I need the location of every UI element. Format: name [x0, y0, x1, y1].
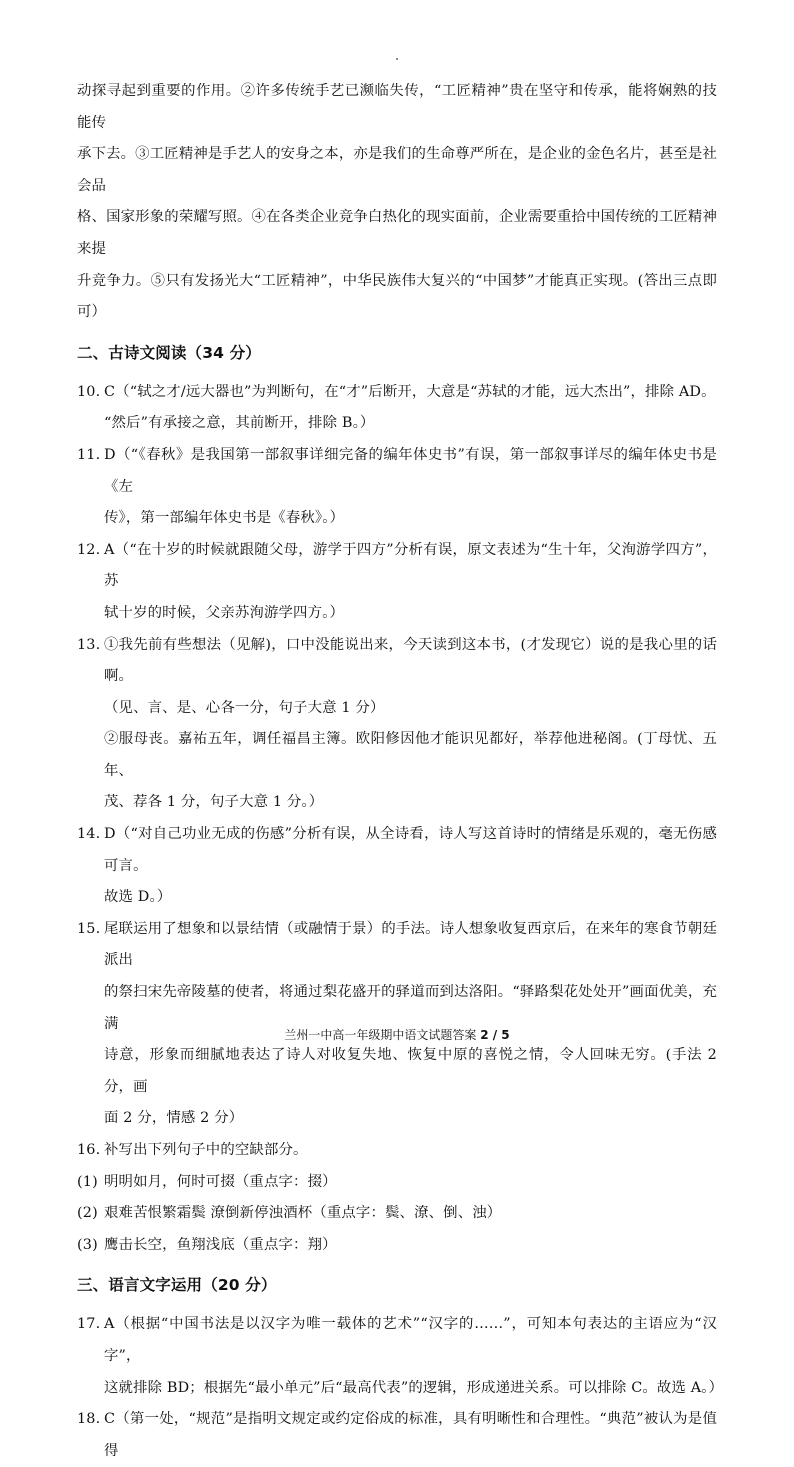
answer-line: ②服母丧。嘉祐五年，调任福昌主簿。欧阳修因他才能识见都好，举荐他进秘阁。(丁母忧、五年、: [104, 731, 717, 779]
question-number: 14.: [77, 826, 101, 843]
answer-line: D（“《春秋》是我国第一部叙事详细完备的编年体史书”有误，第一部叙事详尽的编年体史书是《左: [104, 446, 717, 495]
sub-question-number: (3): [77, 1236, 98, 1253]
page-footer: [0, 1027, 794, 1043]
answer-item-16-2: [77, 1198, 717, 1230]
section-heading-ancient-poetry: 二、古诗文阅读（34 分）: [77, 343, 261, 362]
answer-line: 茂、荐各 1 分，句子大意 1 分。）: [104, 794, 324, 811]
page-number: 2 / 5: [480, 1028, 510, 1042]
answer-line: 的祭扫宋先帝陵墓的使者，将通过梨花盛开的驿道而到达洛阳。“驿路梨花处处开”画面优美，充满: [104, 984, 717, 1032]
answer-line: C（第一处，“规范”是指明文规定或约定俗成的标准，具有明晰性和合理性。“典范”被认为是值得: [104, 1411, 717, 1459]
question-number: 12.: [77, 541, 101, 558]
question-number: 10.: [77, 383, 101, 400]
answer-item-13: [77, 630, 717, 820]
answer-item-15: [77, 914, 717, 1135]
answer-line: ①我先前有些想法（见解)，口中没能说出来，今天读到这本书，(才发现它）说的是我心里的话啊。: [104, 636, 717, 685]
answer-line: （见、言、是、心各一分，句子大意 1 分）: [104, 699, 385, 716]
intro-line: 动探寻起到重要的作用。②许多传统手艺已濒临失传，“工匠精神”贵在坚守和传承，能将娴熟的技能传: [77, 83, 717, 131]
answer-item-10: [77, 377, 717, 440]
answer-item-12: [77, 535, 717, 630]
intro-line: 升竞争力。⑤只有发扬光大“工匠精神”，中华民族伟大复兴的“中国梦”才能真正实现。(答出三点即可）: [77, 272, 717, 321]
answer-item-16-3: [77, 1230, 717, 1262]
question-number: 18.: [77, 1411, 101, 1428]
scan-mark: [396, 58, 398, 60]
answer-line: 尾联运用了想象和以景结情（或融情于景）的手法。诗人想象收复西京后，在来年的寒食节朝廷派出: [104, 920, 717, 969]
answer-line: 面 2 分，情感 2 分）: [104, 1110, 244, 1127]
question-number: 17.: [77, 1316, 101, 1333]
question-number: 13.: [77, 636, 101, 653]
answer-line: 诗意，形象而细腻地表达了诗人对收复失地、恢复中原的喜悦之情，令人回味无穷。(手法 2 分，画: [104, 1047, 717, 1095]
answer-line: 鹰击长空，鱼翔浅底（重点字：翔）: [104, 1236, 337, 1253]
question-number: 11.: [77, 446, 101, 463]
answer-line: 故选 D。）: [104, 889, 172, 906]
question-number: 15.: [77, 920, 101, 937]
answer-line: 这就排除 BD；根据先“最小单元”后“最高代表”的逻辑，形成递进关系。可以排除 C。故选 A。）: [104, 1379, 724, 1396]
answer-line: 传》，第一部编年体史书是《春秋》。）: [104, 510, 345, 527]
answer-item-18: [77, 1404, 717, 1467]
answer-item-11: [77, 440, 717, 535]
answer-line: 补写出下列句子中的空缺部分。: [104, 1142, 308, 1158]
intro-paragraph: [77, 76, 717, 329]
answer-line: 艰难苦恨繁霜鬓 潦倒新停浊酒杯（重点字：鬓、潦、倒、浊）: [104, 1205, 502, 1222]
answer-line: D（“对自己功业无成的伤感”分析有误，从全诗看，诗人写这首诗时的情绪是乐观的，毫无伤感可言。: [104, 826, 717, 874]
sub-question-number: (2): [77, 1205, 98, 1222]
answer-content: [77, 76, 724, 1467]
answer-line: A（“在十岁的时候就跟随父母，游学于四方”分析有误，原文表述为“生十年，父洵游学四方”，苏: [104, 541, 717, 590]
answer-line: A（根据“中国书法是以汉字为唯一载体的艺术”“汉字的……”，可知本句表达的主语应为“汉字”，: [104, 1316, 717, 1364]
answer-line: 轼十岁的时候，父亲苏洵游学四方。）: [104, 604, 344, 621]
answer-item-17: [77, 1309, 724, 1404]
answer-line: C（“轼之才/远大器也”为判断句，在“才”后断开，大意是“苏轼的才能，远大杰出”，排除 AD。: [104, 383, 716, 400]
section-heading-language-use: 三、语言文字运用（20 分）: [77, 1276, 277, 1295]
answer-item-16-1: [77, 1167, 717, 1199]
intro-line: 格、国家形象的荣耀写照。④在各类企业竞争白热化的现实面前，企业需要重拾中国传统的工匠精神来提: [77, 209, 717, 257]
footer-title: 兰州一中高一年级期中语文试题答案: [284, 1028, 481, 1042]
answer-line: “然后”有承接之意，其前断开，排除 B。）: [104, 415, 375, 432]
answer-line: 明明如月，何时可掇（重点字：掇）: [104, 1173, 337, 1190]
question-number: 16.: [77, 1142, 101, 1158]
intro-line: 承下去。③工匠精神是手艺人的安身之本，亦是我们的生命尊严所在，是企业的金色名片，甚至是社会品: [77, 146, 717, 194]
sub-question-number: (1): [77, 1173, 98, 1190]
answer-item-16: [77, 1135, 717, 1167]
answer-item-14: [77, 819, 717, 914]
